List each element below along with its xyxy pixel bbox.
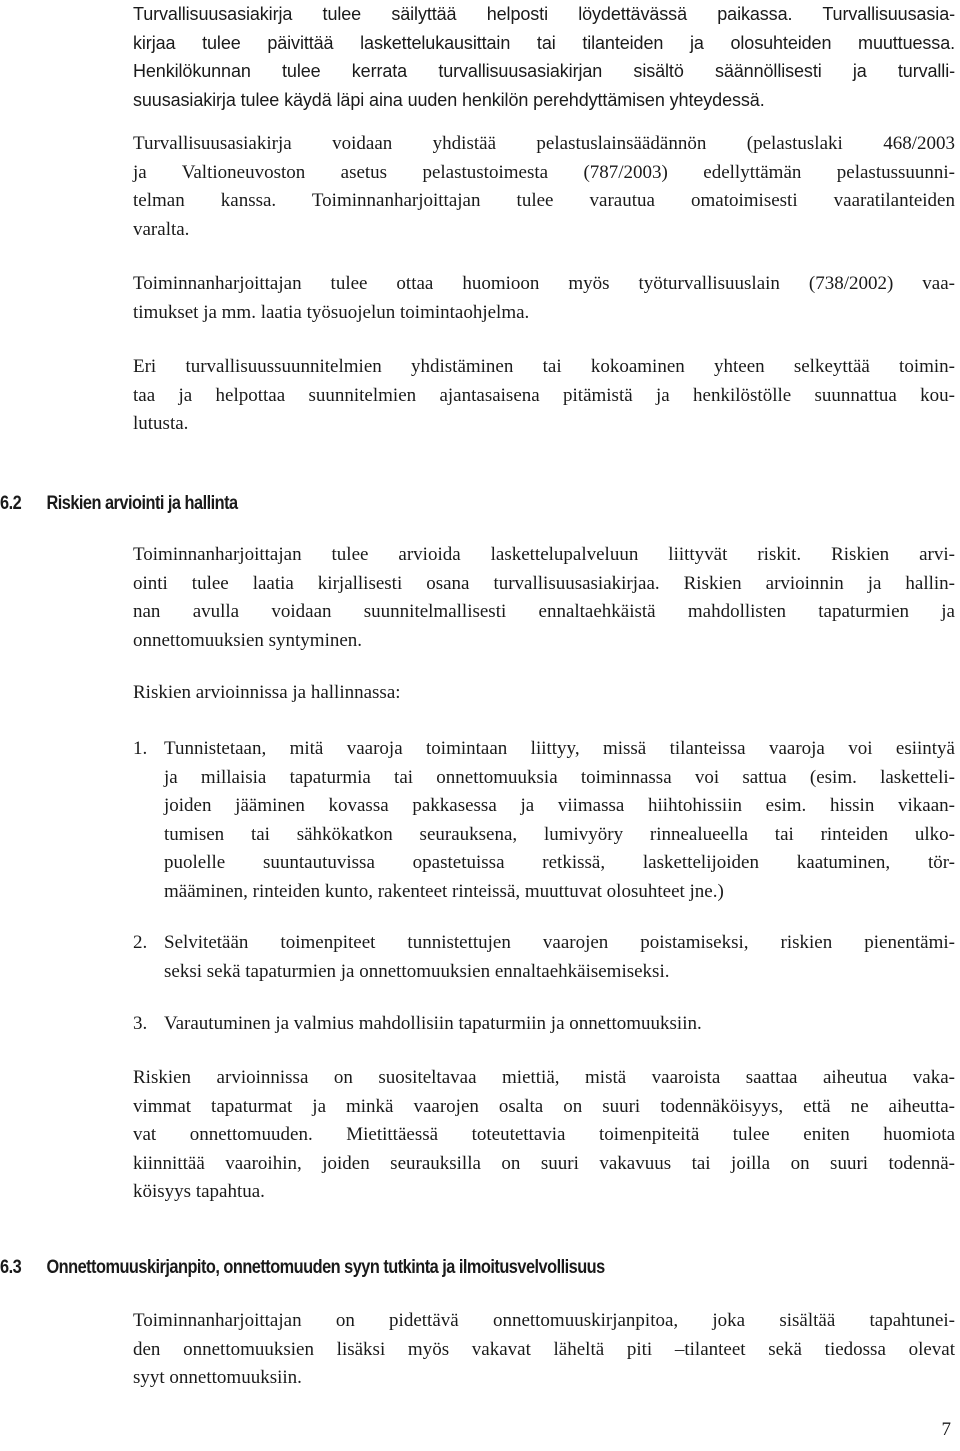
text-line: Turvallisuusasiakirja voidaan yhdistää pelastuslainsäädännön (pelastuslaki 468/2003 [133,133,955,154]
text-line: määminen, rinteiden kunto, rakenteet rinteissä, muuttuvat olosuhteet jne.) [164,880,724,902]
text-line: Varautuminen ja valmius mahdollisiin tapaturmiin ja onnettomuuksiin. [164,1013,702,1034]
text-line: nan avulla voidaan suunnitelmallisesti ennaltaehkäistä mahdollisten tapaturmien ja [133,601,955,623]
paragraph-plan-integration [133,353,955,439]
section-number: 6.3 [0,1257,22,1278]
list-number: 3. [133,1013,148,1034]
text-line: taa ja helpottaa suunnitelmien ajantasaisena pitämistä ja henkilöstölle suunnattua kou- [133,384,955,406]
text-line: Tunnistetaan, mitä vaaroja toimintaan liittyy, missä tilanteissa vaaroja voi esiintyä [164,738,955,759]
paragraph-risk-assessment-intro [133,541,955,655]
text-line: Riskien arvioinnissa on suositeltavaa miettiä, mistä vaaroista saattaa aiheutua vaka- [133,1067,955,1088]
section-title: Onnettomuuskirjanpito, onnettomuuden syyn tutkinta ja ilmoitusvelvollisuus [46,1257,605,1278]
paragraph-risk-priorities [133,1064,955,1207]
text-line: suusasiakirja tulee käydä läpi aina uuden henkilön perehdyttämisen yhteydessä. [133,89,765,110]
text-line: ointi tulee laatia kirjallisesti osana turvallisuusasiakirjaa. Riskien arvioinnin ja hallin- [133,572,955,594]
text-line: köisyys tapahtua. [133,1181,265,1203]
text-line: Toiminnanharjoittajan tulee ottaa huomioon myös työturvallisuuslain (738/2002) vaa- [133,273,955,294]
section-number: 6.2 [0,493,22,514]
text-line: den onnettomuuksien lisäksi myös vakavat läheltä piti –tilanteet sekä tiedossa olevat [133,1338,955,1360]
text-line: lutusta. [133,413,189,435]
text-line: ja millaisia tapaturmia tai onnettomuuksia toiminnassa voi sattua (esim. lasketteli- [164,766,955,788]
text-line: Riskien arvioinnissa ja hallinnassa: [133,682,401,703]
text-line: ja Valtioneuvoston asetus pelastustoimesta (787/2003) edellyttämän pelastussuunni- [133,161,955,183]
text-line: onnettomuuksien syntyminen. [133,629,363,651]
paragraph-accident-records [133,1307,955,1393]
text-line: timukset ja mm. laatia työsuojelun toimintaohjelma. [133,301,530,323]
text-line: joiden jääminen kovassa pakkasessa ja viimassa hiihtohissiin esim. hissin vikaan- [164,795,955,817]
text-line: kiinnittää vaaroihin, joiden seurauksilla on suuri vakavuus tai joilla on suuri todennä- [133,1152,955,1174]
text-line: kirjaa tulee päivittää laskettelukausittain tai tilanteiden ja olosuhteiden muuttuessa. [133,32,955,53]
section-heading-6-3 [0,1256,605,1280]
text-line: Toiminnanharjoittajan tulee arvioida laskettelupalveluun liittyvät riskit. Riskien arvi- [133,544,955,565]
list-lead-in [133,679,955,708]
text-line: Eri turvallisuussuunnitelmien yhdistäminen tai kokoaminen yhteen selkeyttää toimin- [133,356,955,377]
text-line: tumisen tai sähkökatkon seurauksena, lumivyöry rinnealueella tai rinteiden ulko- [164,823,955,845]
text-line: Turvallisuusasiakirja tulee säilyttää helposti löydettävässä paikassa. Turvallisuusasia- [133,4,955,24]
text-line: Henkilökunnan tulee kerrata turvallisuusasiakirjan sisältö säännöllisesti ja turvalli- [133,61,955,81]
text-line: puolelle suuntautuvissa opastetuissa retkissä, laskettelijoiden kaatuminen, tör- [164,852,955,874]
page-number: 7 [941,1419,951,1440]
text-line: vimmat tapaturmat ja minkä vaarojen osalta on suuri todennäköisyys, että ne aiheutta- [133,1095,955,1117]
intro-paragraph [133,0,955,114]
list-number: 1. [133,738,148,759]
text-line: varalta. [133,218,190,240]
text-line: seksi sekä tapaturmien ja onnettomuuksien ennaltaehkäisemiseksi. [164,960,670,982]
section-heading-6-2 [0,492,238,516]
section-title: Riskien arviointi ja hallinta [46,493,238,514]
list-number: 2. [133,932,148,953]
paragraph-occupational-safety [133,270,955,327]
text-line: telman kanssa. Toiminnanharjoittajan tulee varautua omatoimisesti vaaratilanteiden [133,190,955,212]
text-line: vat onnettomuuden. Mietittäessä toteutettavia toimenpiteitä tulee eniten huomiota [133,1124,955,1146]
text-line: Selvitetään toimenpiteet tunnistettujen vaarojen poistamiseksi, riskien pienentämi- [164,932,955,953]
text-line: Toiminnanharjoittajan on pidettävä onnettomuuskirjanpitoa, joka sisältää tapahtunei- [133,1310,955,1331]
paragraph-combining-documents [133,130,955,244]
text-line: syyt onnettomuuksiin. [133,1367,302,1389]
